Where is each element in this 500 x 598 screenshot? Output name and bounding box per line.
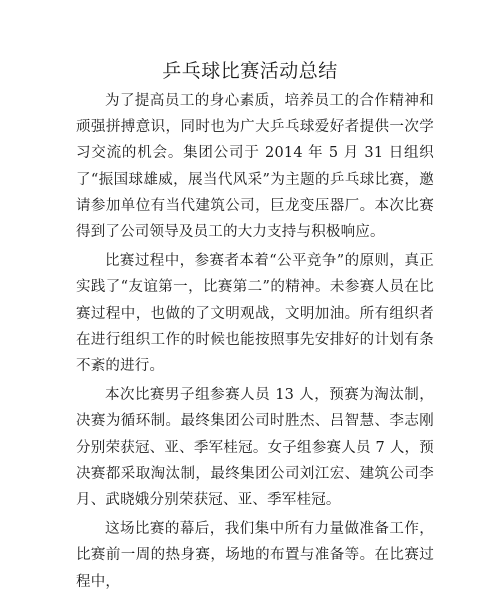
paragraph-results: 本次比赛男子组参赛人员 13 人，预赛为淘汰制，决赛为循环制。最终集团公司时胜杰、吕智慧、李志刚分别荣获冠、亚、季军桂冠。女子组参赛人员 7 人，预决赛都采取淘汰制，最终集团公司刘江宏、建筑公司李月、武晓娥分别荣获冠、亚、季军桂冠。 [76, 387, 434, 509]
paragraph-process: 比赛过程中，参赛者本着“公平竞争”的原则，真正实践了“友谊第一，比赛第二”的精神。未参赛人员在比赛过程中，也做的了文明观战，文明加油。所有组织者在进行组织工作的时候也能按照事先安排好的计划有条不紊的进行。 [76, 253, 434, 375]
paragraph-intro: 为了提高员工的身心素质，培养员工的合作精神和顽强拼搏意识，同时也为广大乒乓球爱好者提供一次学习交流的机会。集团公司于 2014 年 5 月 31 日组织了“振国球雄威，展当代风采”为主题的乒乓球比赛，邀请参加单位有当代建筑公司，巨龙变压器厂。本次比赛得到了公司领导及员工的大力支持与积极响应。 [76, 93, 434, 241]
document-title: 乒乓球比赛活动总结 [162, 60, 338, 82]
paragraph-behind-scenes: 这场比赛的幕后，我们集中所有力量做准备工作，比赛前一周的热身赛，场地的布置与准备等。在比赛过程中， [76, 521, 434, 590]
document-body [76, 88, 434, 598]
